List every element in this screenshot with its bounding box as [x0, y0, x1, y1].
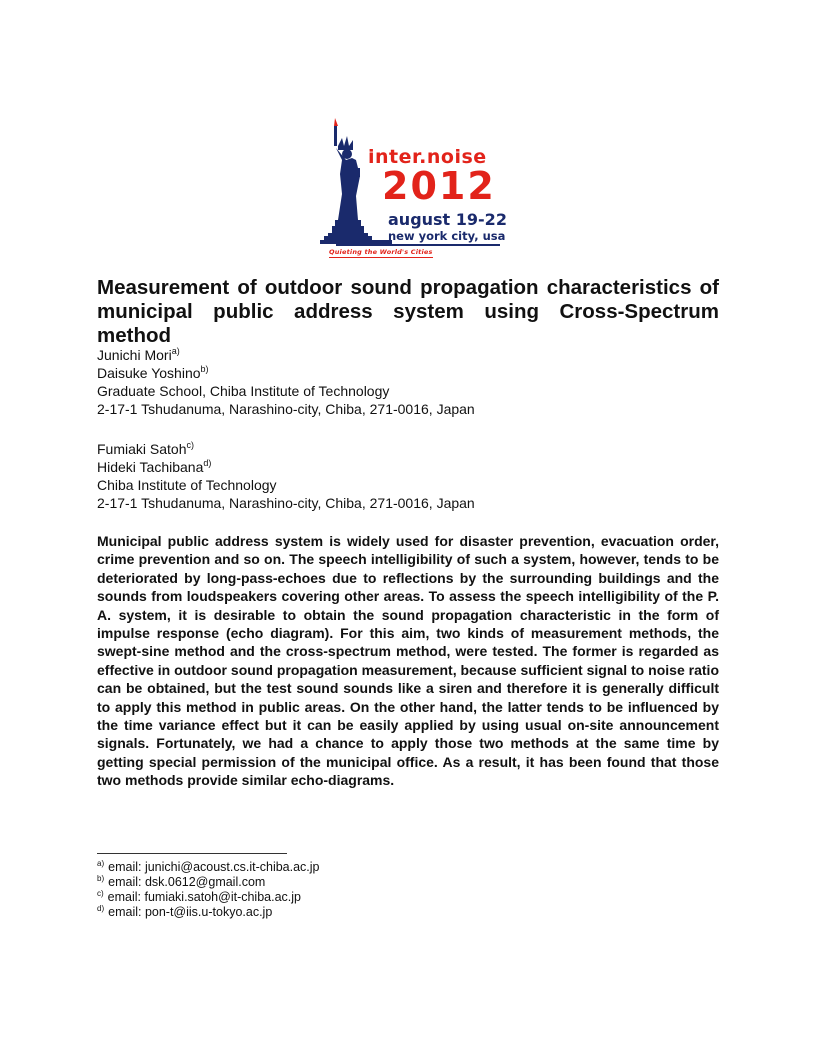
logo-year: 2012 [382, 164, 496, 208]
author-block-2 [97, 440, 657, 512]
conference-logo [318, 116, 508, 264]
logo-tagline: Quieting the World's Cities [329, 248, 433, 256]
footnote-mark: a) [97, 859, 105, 868]
author-affiliation: Chiba Institute of Technology [97, 477, 277, 493]
footnote-mark: d) [97, 904, 105, 913]
author-name: Junichi Mori$^{a)}$ [97, 346, 180, 363]
author-mark: a) [171, 346, 180, 356]
abstract: Municipal public address system is widely used for disaster prevention, evacuation order, crime prevention and so on. The speech intelligibility of such a system, however, tends to be deteriorated by long-pass-echoes due to reflections by the surrounding buildings and the sounds from loudspeakers covering other areas. To assess the speech intelligibility of the P. A. system, it is desirable to obtain the sound propagation characteristic in the form of impulse response (echo diagram). For this aim, two kinds of measurement methods, the swept-sine method and the cross-spectrum method, were tested. The former is regarded as effective in outdoor sound propagation measurement, because sufficient signal to noise ratio can be obtained, but the test sound sounds like a siren and therefore it is generally difficult to apply this method in public areas. On the other hand, the latter tends to be influenced by the time variance effect but it can be easily applied by using usual on-site announcement signals. Fortunately, we had a chance to apply those two methods at the same time by getting special permission of the municipal office. As a result, it has been found that those two methods provide similar echo-diagrams. [97, 533, 719, 789]
footnote-mark: b) [97, 874, 105, 883]
footnotes [97, 860, 497, 920]
author-address: 2-17-1 Tshudanuma, Narashino-city, Chiba, 271-0016, Japan [97, 401, 475, 417]
author-affiliation: Graduate School, Chiba Institute of Technology [97, 383, 390, 399]
title-line-2: municipal public address system using Cross-Spectrum method [97, 300, 719, 347]
footnote [97, 875, 497, 890]
logo-dates: august 19-22 [388, 210, 507, 229]
footnote-email: email: junichi@acoust.cs.it-chiba.ac.jp [108, 860, 320, 874]
author-mark: b) [200, 364, 209, 374]
title-line-1: Measurement of outdoor sound propagation characteristics of [97, 276, 719, 299]
author-name: Fumiaki Satoh$^{c)}$ [97, 440, 194, 457]
footnote [97, 905, 497, 920]
footnote-mark: c) [97, 889, 104, 898]
footnote-divider [97, 853, 287, 854]
logo-title: inter.noise [368, 146, 487, 168]
author-mark: d) [203, 458, 212, 468]
footnote-email: email: pon-t@iis.u-tokyo.ac.jp [108, 905, 273, 919]
author-block-1 [97, 346, 657, 418]
footnote-email: email: dsk.0612@gmail.com [108, 875, 266, 889]
author-mark: c) [186, 440, 194, 450]
logo-city: new york city, usa [388, 229, 506, 243]
author-name: Hideki Tachibana$^{d)}$ [97, 458, 212, 475]
author-name: Daisuke Yoshino$^{b)}$ [97, 364, 209, 381]
footnote [97, 890, 497, 905]
author-address: 2-17-1 Tshudanuma, Narashino-city, Chiba, 271-0016, Japan [97, 495, 475, 511]
footnote-email: email: fumiaki.satoh@it-chiba.ac.jp [107, 890, 301, 904]
paper-title [97, 276, 719, 348]
footnote [97, 860, 497, 875]
